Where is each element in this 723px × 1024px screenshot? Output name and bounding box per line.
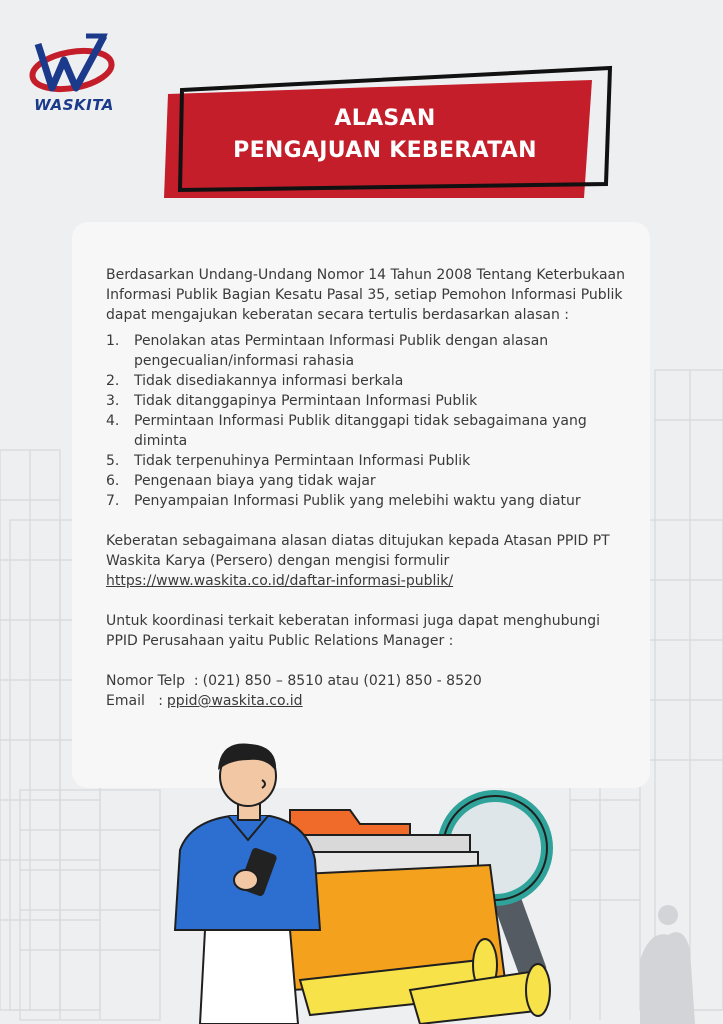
page-title-line1: ALASAN [334,106,436,131]
reasons-list [106,331,634,511]
waskita-logo [24,30,124,120]
list-item: 5. Tidak terpenuhinya Permintaan Informasi Publik [106,453,471,469]
phone-label: Nomor Telp : [106,673,199,689]
email-row [106,691,634,711]
waskita-logo-icon [24,30,124,100]
page-title [170,103,600,167]
email-label: Email : [106,693,163,709]
phone-value: (021) 850 – 8510 atau (021) 850 - 8520 [202,673,482,689]
content-body [106,265,634,711]
form-link[interactable]: https://www.waskita.co.id/daftar-informasi-publik/ [106,573,454,589]
list-item: 3. Tidak ditanggapinya Permintaan Informasi Publik [106,393,478,409]
list-item: 7. Penyampaian Informasi Publik yang melebihi waktu yang diatur [106,493,581,509]
list-item: 1. Penolakan atas Permintaan Informasi Publik dengan alasan pengecualian/informasi rahasia [106,333,549,369]
page-title-line2: PENGAJUAN KEBERATAN [233,138,537,163]
phone-row [106,671,634,691]
intro-paragraph: Berdasarkan Undang-Undang Nomor 14 Tahun 2008 Tentang Keterbukaan Informasi Publik Bagian Kesatu Pasal 35, setiap Pemohon Informasi Publik dapat mengajukan keberatan secara tertulis berdasarkan alasan : [106,267,625,323]
email-link[interactable]: ppid@waskita.co.id [166,693,303,709]
list-item: 6. Pengenaan biaya yang tidak wajar [106,473,376,489]
coordination-paragraph: Untuk koordinasi terkait keberatan informasi juga dapat menghubungi PPID Perusahaan yaitu Public Relations Manager : [106,613,601,649]
list-item: 2. Tidak disediakannya informasi berkala [106,373,404,389]
list-item: 4. Permintaan Informasi Publik ditanggapi tidak sebagaimana yang diminta [106,413,587,449]
logo-text: WASKITA [34,96,114,114]
person-folder-magnifier-illustration [150,740,723,1024]
objection-paragraph: Keberatan sebagaimana alasan diatas ditujukan kepada Atasan PPID PT Waskita Karya (Persero) dengan mengisi formulir https://www.waskita.co.id/daftar-informasi-publik/ [106,533,610,589]
